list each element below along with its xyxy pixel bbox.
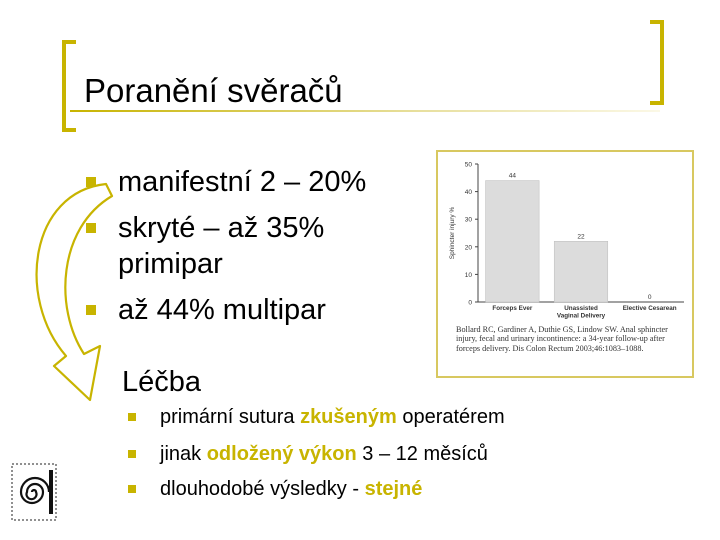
bullet-marker <box>86 223 96 233</box>
treatment-heading: Léčba <box>122 366 202 398</box>
bullet-marker <box>86 177 96 187</box>
x-category-label: Forceps Ever <box>492 305 533 312</box>
bar-value-label: 22 <box>577 233 585 241</box>
treatment-item-highlight: odložený výkon <box>206 443 357 465</box>
bullet-marker <box>128 413 136 421</box>
curved-arrow-icon <box>20 168 130 428</box>
y-axis-label: Sphincter injury % <box>449 206 456 260</box>
treatment-item-text: primární sutura <box>160 406 301 428</box>
bullet-manifest: manifestní 2 – 20% <box>118 166 367 198</box>
treatment-item-highlight: zkušeným <box>300 406 397 428</box>
slide-title: Poranění svěračů <box>84 72 343 109</box>
y-tick-label: 30 <box>464 216 472 224</box>
bullet-marker <box>128 450 136 458</box>
treatment-item-2 <box>160 441 488 467</box>
treatment-item-3 <box>160 476 422 502</box>
y-tick-label: 40 <box>464 189 472 197</box>
left-bracket-decoration <box>62 40 76 132</box>
treatment-item-text: 3 – 12 měsíců <box>356 443 488 465</box>
figure-citation: Bollard RC, Gardiner A, Duthie GS, Lindow SW. Anal sphincter injury, fecal and urinary incontinence: a 34-year follow-up after forceps delivery. Dis Colon Rectum 2003;46:1083–1088. <box>456 325 668 353</box>
bar-chart <box>438 152 692 327</box>
treatment-item-highlight: stejné <box>364 478 423 500</box>
right-bracket-decoration <box>650 20 664 105</box>
bar <box>486 181 540 302</box>
spiral-logo-icon <box>10 462 58 522</box>
treatment-item-text: jinak <box>160 443 207 465</box>
bullet-marker <box>128 485 136 493</box>
y-tick-label: 20 <box>464 244 472 252</box>
treatment-item-text: dlouhodobé výsledky - <box>160 478 365 500</box>
bullet-marker <box>86 305 96 315</box>
bar <box>554 241 608 302</box>
x-category-label: Elective Cesarean <box>622 305 677 312</box>
bar-value-label: 44 <box>508 172 516 180</box>
bullet-hidden-continued: primipar <box>118 248 223 280</box>
x-category-label: Unassisted <box>564 305 598 312</box>
y-tick-label: 0 <box>468 299 472 307</box>
bullet-hidden: skryté – až 35% <box>118 212 325 244</box>
title-underline <box>70 110 660 112</box>
bullet-multipar: až 44% multipar <box>118 294 326 326</box>
x-category-label: Vaginal Delivery <box>556 312 606 320</box>
bar-value-label: 0 <box>647 294 652 301</box>
treatment-item-text: operatérem <box>396 406 505 428</box>
y-tick-label: 50 <box>464 161 472 169</box>
treatment-item-1 <box>160 404 505 430</box>
y-tick-label: 10 <box>464 271 472 279</box>
